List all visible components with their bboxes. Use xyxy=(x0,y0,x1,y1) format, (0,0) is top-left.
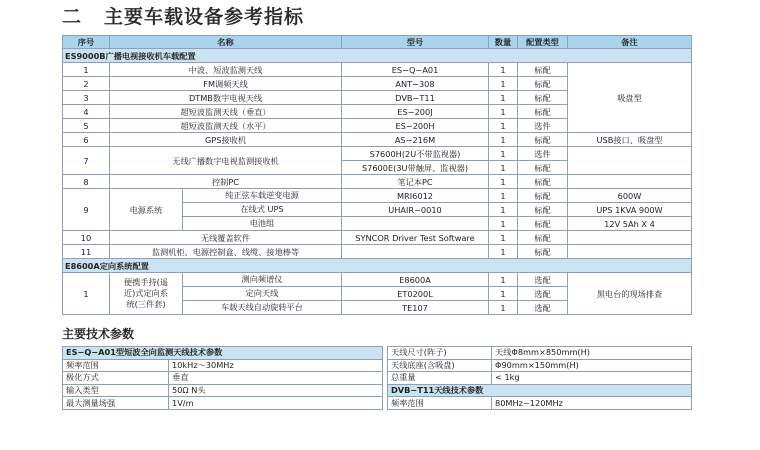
cell-no: 7 xyxy=(63,147,110,175)
table-row xyxy=(63,133,692,147)
section-row xyxy=(63,259,692,273)
cell-model: UHAIR−0010 xyxy=(342,203,489,217)
table-row xyxy=(63,231,692,245)
cell-type: 标配 xyxy=(518,161,568,175)
cell-qty: 1 xyxy=(489,77,518,91)
cell-name-group xyxy=(110,273,342,315)
cell-model: ES−200H xyxy=(342,119,489,133)
cell-qty: 1 xyxy=(489,231,518,245)
cell-note: USB接口、吸盘型 xyxy=(568,133,692,147)
cell-name: 监测机柜、电源控制盒、线缆、接地棒等 xyxy=(110,245,342,259)
sub-names xyxy=(183,189,341,230)
cell-type: 标配 xyxy=(518,231,568,245)
spec-value: 1V/m xyxy=(169,397,383,410)
cell-model: SYNCOR Driver Test Software xyxy=(342,231,489,245)
table-row xyxy=(63,147,692,161)
cell-model: ANT−308 xyxy=(342,77,489,91)
table-row xyxy=(63,189,692,203)
spec-value: 天线Φ8mm×850mm(H) xyxy=(492,347,692,360)
cell-qty: 1 xyxy=(489,189,518,203)
spec-value: 10kHz～30MHz xyxy=(169,359,383,372)
cell-qty: 1 xyxy=(489,287,518,301)
cell-name: 无线广播数字电视监测接收机 xyxy=(110,147,342,175)
equipment-table xyxy=(62,35,692,315)
cell-no: 11 xyxy=(63,245,110,259)
col-header-name: 名称 xyxy=(110,36,342,49)
section-title: ES9000B广播电视接收机车载配置 xyxy=(63,49,692,63)
cell-sub-name: 电池组 xyxy=(249,218,275,228)
cell-type: 标配 xyxy=(518,189,568,203)
cell-type: 选件 xyxy=(518,147,568,161)
cell-qty: 1 xyxy=(489,217,518,231)
col-header-qty: 数量 xyxy=(489,36,518,49)
cell-type: 标配 xyxy=(518,203,568,217)
cell-name: 无线覆盖软件 xyxy=(110,231,342,245)
heading-number: 二 xyxy=(62,6,83,28)
cell-model: S7600E(3U带触屏、监视器) xyxy=(342,161,489,175)
cell-name: 中波、短波监测天线 xyxy=(110,63,342,77)
cell-name-group xyxy=(110,189,342,231)
cell-type: 选配 xyxy=(518,287,568,301)
spec-key: 极化方式 xyxy=(63,372,169,385)
cell-qty: 1 xyxy=(489,175,518,189)
cell-model xyxy=(342,245,489,259)
cell-type: 选件 xyxy=(518,119,568,133)
spec-key: 总重量 xyxy=(388,372,492,385)
section-row xyxy=(63,49,692,63)
section-title: E8600A定向系统配置 xyxy=(63,259,692,273)
spec-row xyxy=(63,372,383,385)
cell-type: 标配 xyxy=(518,63,568,77)
spec-key: 频率范围 xyxy=(388,397,492,410)
cell-name: GPS接收机 xyxy=(110,133,342,147)
cell-qty: 1 xyxy=(489,105,518,119)
spec-row xyxy=(63,359,383,372)
cell-sub-name: 测向频谱仪 xyxy=(183,273,341,287)
cell-type: 标配 xyxy=(518,105,568,119)
cell-qty: 1 xyxy=(489,273,518,287)
spec-table-left xyxy=(62,346,383,410)
cell-model: E8600A xyxy=(342,273,489,287)
cell-model xyxy=(342,217,489,231)
cell-qty: 1 xyxy=(489,91,518,105)
cell-group: 电源系统 xyxy=(110,189,183,230)
spec-title: DVB−T11天线技术参数 xyxy=(388,384,692,397)
cell-model: MRI6012 xyxy=(342,189,489,203)
group-line: 统(三件套) xyxy=(126,299,166,309)
cell-no: 6 xyxy=(63,133,110,147)
cell-name: FM调频天线 xyxy=(110,77,342,91)
spec-row xyxy=(388,359,692,372)
spec-key: 最大测量场强 xyxy=(63,397,169,410)
cell-model: ET0200L xyxy=(342,287,489,301)
cell-sub-name: 定向天线 xyxy=(183,287,341,301)
cell-name: 超短波监测天线（垂直） xyxy=(110,105,342,119)
cell-model: AS−216M xyxy=(342,133,489,147)
cell-qty: 1 xyxy=(489,203,518,217)
cell-no: 1 xyxy=(63,273,110,315)
table-row xyxy=(63,273,692,287)
cell-model: 笔记本PC xyxy=(342,175,489,189)
cell-model: DVB−T11 xyxy=(342,91,489,105)
spec-value: 垂直 xyxy=(169,372,383,385)
group-line: 便携手持(遥 xyxy=(123,277,169,287)
spec-title: ES−Q−A01型短波全向监测天线技术参数 xyxy=(63,347,383,360)
spec-row xyxy=(388,397,692,410)
cell-qty: 1 xyxy=(489,161,518,175)
cell-no: 9 xyxy=(63,189,110,231)
cell-model: S7600H(2U不带监视器) xyxy=(342,147,489,161)
cell-type: 标配 xyxy=(518,133,568,147)
table-header-row xyxy=(63,36,692,49)
cell-model: ES−200J xyxy=(342,105,489,119)
col-header-note: 备注 xyxy=(568,36,692,49)
spec-heading: 主要技术参数 xyxy=(62,327,135,341)
cell-name: DTMB数字电视天线 xyxy=(110,91,342,105)
cell-note xyxy=(568,175,692,189)
cell-no: 10 xyxy=(63,231,110,245)
sub-names xyxy=(183,273,341,314)
spec-title-row xyxy=(388,384,692,397)
cell-type: 标配 xyxy=(518,91,568,105)
cell-qty: 1 xyxy=(489,245,518,259)
cell-no: 8 xyxy=(63,175,110,189)
cell-no: 5 xyxy=(63,119,110,133)
spec-value: 50Ω N头 xyxy=(169,384,383,397)
cell-note: UPS 1KVA 900W xyxy=(568,203,692,217)
spec-key: 输入类型 xyxy=(63,384,169,397)
table-row xyxy=(63,245,692,259)
cell-no: 1 xyxy=(63,63,110,77)
table-row xyxy=(63,175,692,189)
cell-sub-name: 在线式 UPS xyxy=(183,203,341,217)
cell-note: 吸盘型 xyxy=(568,63,692,133)
spec-key: 天线尺寸(阵子) xyxy=(388,347,492,360)
spec-value: Φ90mm×150mm(H) xyxy=(492,359,692,372)
cell-note: 黑电台的现场排查 xyxy=(568,273,692,315)
col-header-model: 型号 xyxy=(342,36,489,49)
cell-sub-name: 车载天线自动旋转平台 xyxy=(221,302,303,312)
cell-model: ES−Q−A01 xyxy=(342,63,489,77)
spec-key: 天线底座(含吸盘) xyxy=(388,359,492,372)
cell-group xyxy=(110,273,183,314)
spec-value: < 1kg xyxy=(492,372,692,385)
cell-type: 标配 xyxy=(518,217,568,231)
cell-note xyxy=(568,245,692,259)
spec-row xyxy=(63,384,383,397)
cell-no: 2 xyxy=(63,77,110,91)
spec-key: 频率范围 xyxy=(63,359,169,372)
spec-table-right xyxy=(387,346,692,410)
cell-qty: 1 xyxy=(489,119,518,133)
cell-no: 4 xyxy=(63,105,110,119)
heading-title: 主要车载设备参考指标 xyxy=(104,6,305,28)
cell-name: 控制PC xyxy=(110,175,342,189)
spec-value: 80MHz~120MHz xyxy=(492,397,692,410)
cell-name: 超短波监测天线（水平） xyxy=(110,119,342,133)
col-header-no: 序号 xyxy=(63,36,110,49)
cell-no: 3 xyxy=(63,91,110,105)
cell-type: 标配 xyxy=(518,175,568,189)
cell-type: 选配 xyxy=(518,301,568,315)
col-header-type: 配置类型 xyxy=(518,36,568,49)
cell-note: 600W xyxy=(568,189,692,203)
spec-row xyxy=(63,397,383,410)
cell-type: 选配 xyxy=(518,273,568,287)
cell-qty: 1 xyxy=(489,63,518,77)
page-heading xyxy=(62,2,304,29)
spec-row xyxy=(388,372,692,385)
spec-row xyxy=(388,347,692,360)
spec-title-row xyxy=(63,347,383,360)
table-row xyxy=(63,63,692,77)
cell-qty: 1 xyxy=(489,147,518,161)
cell-model: TE107 xyxy=(342,301,489,315)
cell-note: 12V 5Ah X 4 xyxy=(568,217,692,231)
cell-type: 标配 xyxy=(518,245,568,259)
group-line: 近)式定向系 xyxy=(123,288,169,298)
cell-note xyxy=(568,231,692,245)
cell-note xyxy=(568,147,692,175)
cell-type: 标配 xyxy=(518,77,568,91)
cell-sub-name: 纯正弦车载逆变电源 xyxy=(183,189,341,203)
cell-qty: 1 xyxy=(489,301,518,315)
cell-qty: 1 xyxy=(489,133,518,147)
